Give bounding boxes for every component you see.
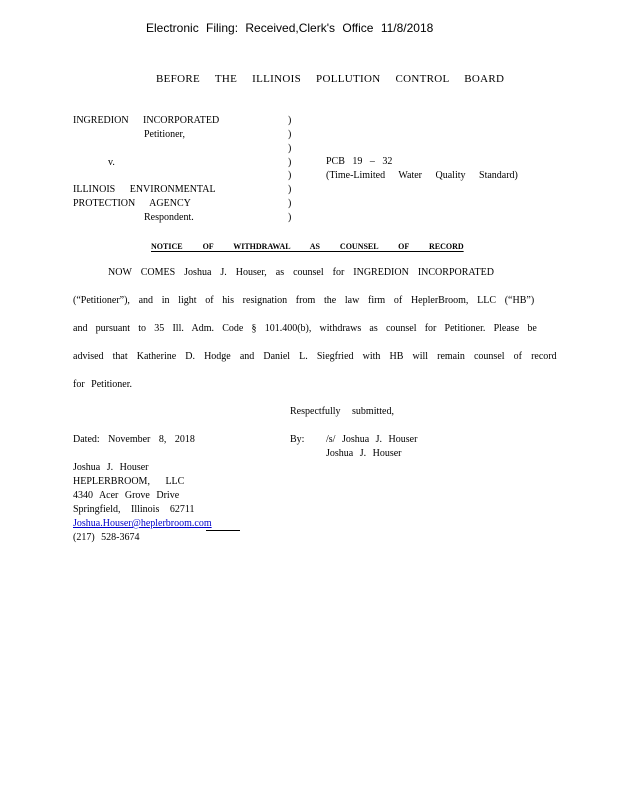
versus-label: v. [108,157,115,168]
caption-bracket: ) [288,143,292,154]
board-title: BEFORE THE ILLINOIS POLLUTION CONTROL BOARD [156,73,505,85]
respondent-role: Respondent. [144,212,194,223]
contact-phone: (217) 528-3674 [73,532,140,543]
respondent-name-line-2: PROTECTION AGENCY [73,198,191,209]
caption-bracket: ) [288,115,292,126]
body-line-3: and pursuant to 35 Ill. Adm. Code § 101.400(b), withdraws as counsel for Petitioner. Please be [73,323,537,334]
petitioner-name: INGREDION INCORPORATED [73,115,220,126]
body-line-5: for Petitioner. [73,379,132,390]
caption-bracket: ) [288,170,292,181]
signature: /s/ Joshua J. Houser [326,434,418,445]
signer-name: Joshua J. Houser [326,448,402,459]
by-label: By: [290,434,305,445]
caption-bracket: ) [288,157,292,168]
notice-title: NOTICE OF WITHDRAWAL AS COUNSEL OF RECORD [151,242,464,251]
contact-firm: HEPLERBROOM, LLC [73,476,185,487]
caption-bracket: ) [288,184,292,195]
contact-address-2: Springfield, Illinois 62711 [73,504,195,515]
caption-bracket: ) [288,129,292,140]
dated-line: Dated: November 8, 2018 [73,434,195,445]
caption-bracket: ) [288,212,292,223]
case-type: (Time-Limited Water Quality Standard) [326,170,518,181]
respondent-name-line-1: ILLINOIS ENVIRONMENTAL [73,184,216,195]
contact-email-link[interactable]: Joshua.Houser@heplerbroom.com [73,518,212,529]
respectfully-submitted: Respectfully submitted, [290,406,394,417]
caption-bracket: ) [288,198,292,209]
body-line-4: advised that Katherine D. Hodge and Daniel L. Siegfried with HB will remain counsel of record [73,351,557,362]
filing-stamp: Electronic Filing: Received,Clerk's Office 11/8/2018 [146,21,434,35]
contact-name: Joshua J. Houser [73,462,149,473]
contact-address-1: 4340 Acer Grove Drive [73,490,180,501]
case-number: PCB 19 – 32 [326,156,393,167]
body-line-2: (“Petitioner”), and in light of his resignation from the law firm of HeplerBroom, LLC (“HB”) [73,295,535,306]
petitioner-role: Petitioner, [144,129,185,140]
body-line-1: NOW COMES Joshua J. Houser, as counsel for INGREDION INCORPORATED [108,267,494,278]
email-underline-extension [206,530,240,531]
